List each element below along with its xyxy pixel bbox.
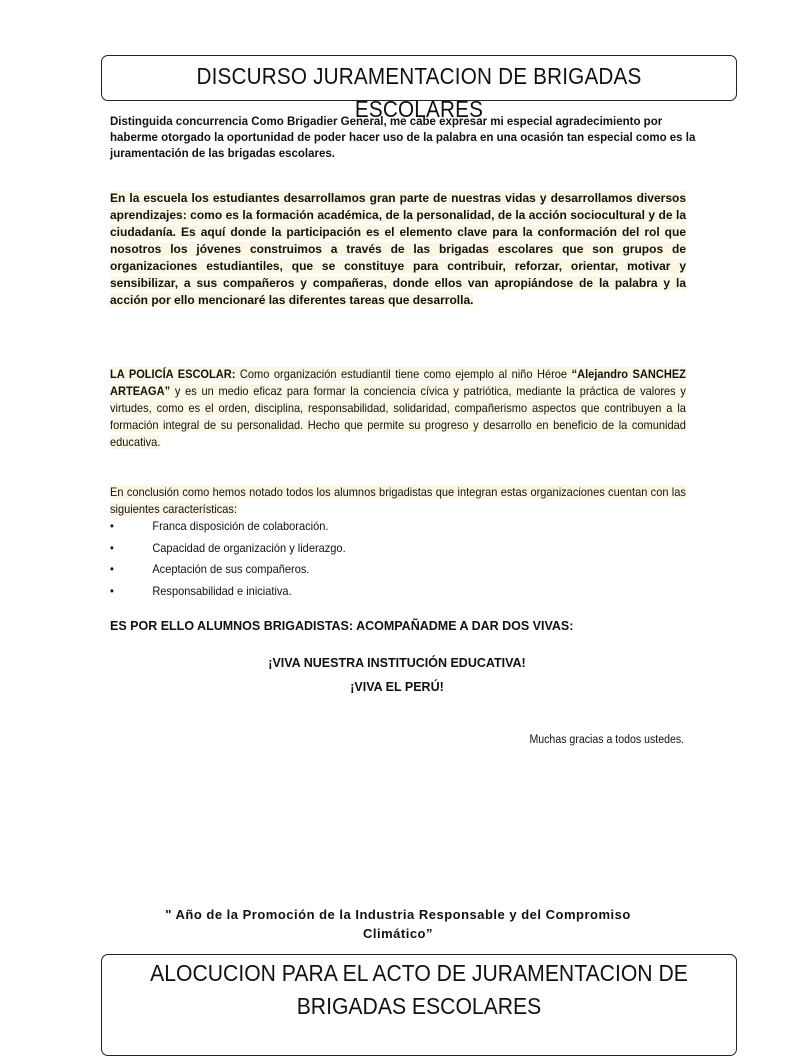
school-paragraph (110, 190, 686, 309)
second-title-box (101, 954, 737, 1056)
document-title-box (101, 55, 737, 122)
list-item (110, 581, 686, 603)
viva-peru: ¡VIVA EL PERÚ! (350, 680, 444, 694)
viva-institution: ¡VIVA NUESTRA INSTITUCIÓN EDUCATIVA! (268, 656, 526, 670)
police-text-b: y es un medio eficaz para formar la conciencia cívica y patriótica, mediante la práctica de valores y virtudes, como es el orden, disciplina, responsabilidad, solidaridad, compañerismo aspectos que contribuyen a la formación integral de su personalidad. Hecho que permite su progreso y desarrollo en beneficio de la comunidad educativa. (110, 384, 686, 449)
police-text-a: Como organización estudiantil tiene como ejemplo al niño Héroe (235, 367, 572, 381)
police-paragraph-body (110, 367, 686, 449)
characteristics-list (110, 516, 686, 602)
intro-paragraph: Distinguida concurrencia Como Brigadier General, me cabe expresar mi especial agradecimiento por haberme otorgado la oportunidad de poder hacer uso de la palabra en una ocasión tan especial como es la juramentación de las brigadas escolares. (110, 116, 696, 160)
list-item-text: Capacidad de organización y liderazgo. (152, 540, 346, 555)
police-heading: LA POLICÍA ESCOLAR: (110, 367, 236, 381)
document-title-line2: ESCOLARES (354, 96, 484, 122)
document-title-line1: DISCURSO JURAMENTACION DE BRIGADAS (196, 63, 642, 89)
second-title-line1: ALOCUCION PARA EL ACTO DE JURAMENTACION DE (150, 960, 688, 986)
list-item (110, 559, 686, 581)
bullet-icon: • (110, 583, 114, 598)
year-motto (110, 905, 686, 943)
list-item (110, 516, 686, 538)
list-item-text: Aceptación de sus compañeros. (152, 562, 310, 576)
bullet-icon: • (110, 540, 114, 555)
conclusion-paragraph (110, 484, 686, 518)
bullet-icon: • (110, 519, 114, 533)
call-to-action: ES POR ELLO ALUMNOS BRIGADISTAS: ACOMPAÑADME A DAR DOS VIVAS: (110, 619, 574, 633)
year-motto-line1: " Año de la Promoción de la Industria Responsable y del Compromiso (165, 907, 631, 922)
school-paragraph-text: En la escuela los estudiantes desarrollamos gran parte de nuestras vidas y desarrollamos diversos aprendizajes: como es la formación académica, de la personalidad, de la acción sociocultural y de la ciudadanía. Es aquí donde la participación es el elemento clave para la conformación del rol que nosotros los jóvenes construimos a través de las brigadas escolares que son grupos de organizaciones estudiantiles, que se constituye para contribuir, reforzar, orientar, motivar y sensibilizar, a sus compañeros y compañeras, donde ellos van apropiándose de la palabra y la acción por ello mencionaré las diferentes tareas que desarrolla. (110, 191, 686, 307)
hero-name: “Alejandro SANCHEZ ARTEAGA” (110, 367, 686, 398)
list-item-text: Responsabilidad e iniciativa. (152, 583, 292, 598)
second-title-line2: BRIGADAS ESCOLARES (296, 993, 542, 1019)
conclusion-text: En conclusión como hemos notado todos los alumnos brigadistas que integran estas organizaciones cuentan con las siguientes características: (110, 485, 686, 516)
bullet-icon: • (110, 562, 114, 576)
list-item-text: Franca disposición de colaboración. (152, 519, 329, 533)
police-paragraph (110, 366, 686, 451)
thanks-text: Muchas gracias a todos ustedes. (529, 734, 684, 746)
list-item (110, 538, 686, 560)
year-motto-line2: Climático” (362, 926, 433, 941)
